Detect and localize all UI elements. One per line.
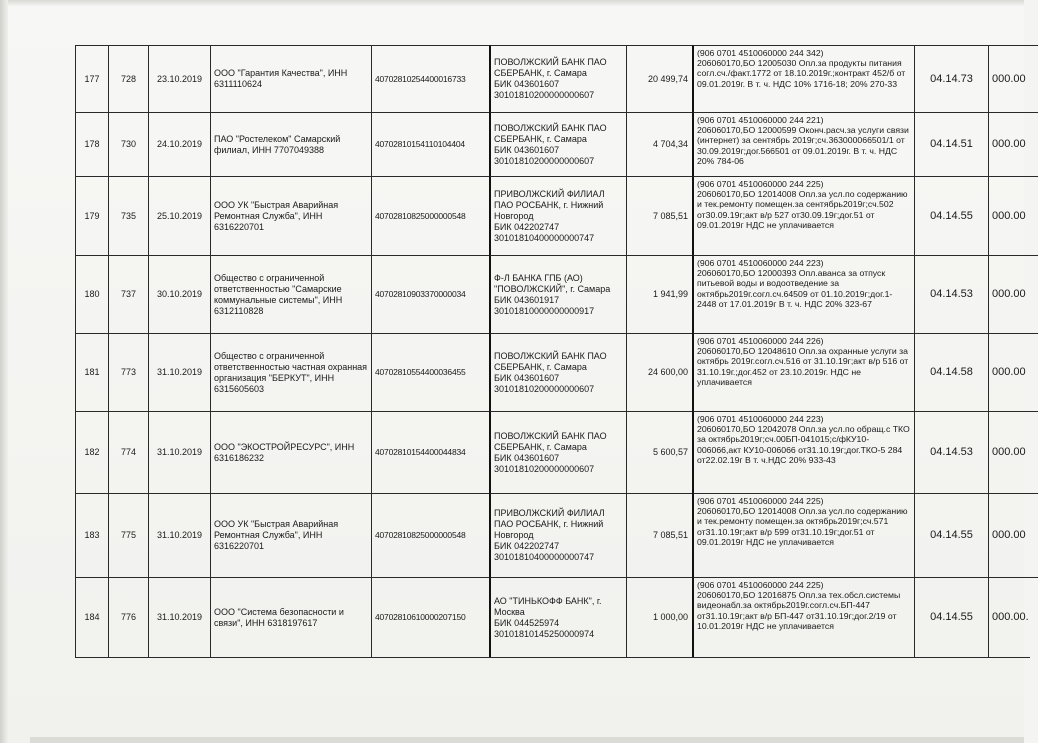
account-number: 40702810154110104404 [371, 112, 489, 176]
payee: ООО УК "Быстрая Аварийная Ремонтная Служба", ИНН 6316220701 [210, 176, 371, 255]
payments-table [75, 45, 1030, 639]
row-number: 178 [75, 112, 108, 176]
document-number: 728 [108, 45, 148, 112]
payee: Общество с ограниченной ответственностью частная охранная организация "БЕРКУТ", ИНН 6315605603 [210, 333, 371, 411]
payment-sum: 4 704,34 [626, 112, 692, 176]
scan-edge-bottom [30, 737, 1024, 743]
budget-code: 04.14.55 [914, 176, 988, 255]
budget-code: 04.14.55 [914, 493, 988, 577]
payment-purpose: (906 0701 4510060000 244 342) 206060170,БО 12005030 Опл.за продукты питания согл.сч./факт.1772 от 18.10.2019г.;контракт 452/б от 09.01.2019г. В т. ч. НДС 10% 1716-18; 20% 270-33 [692, 45, 914, 112]
trailing-value: 000.00 [988, 112, 1038, 176]
payment-sum: 24 600,00 [626, 333, 692, 411]
payment-sum: 5 600,57 [626, 411, 692, 493]
trailing-value: 000.00. [988, 577, 1038, 657]
trailing-value: 000.00 [988, 333, 1038, 411]
payment-date: 30.10.2019 [148, 255, 210, 333]
account-number: 40702810254400016733 [371, 45, 489, 112]
payee: ПАО "Ростелеком" Самарский филиал, ИНН 7707049388 [210, 112, 371, 176]
payee: ООО УК "Быстрая Аварийная Ремонтная Служба", ИНН 6316220701 [210, 493, 371, 577]
payment-purpose: (906 0701 4510060000 244 225) 206060170,БО 12014008 Опл.за усл.по содержанию и тек.ремонту помещен.за октябрь2019г;сч.571 от31.10.19г;акт в/р 599 от31.10.19г;дог.51 от 09.01.2019г НДС не уплачивается [692, 493, 914, 577]
payment-purpose: (906 0701 4510060000 244 223) 206060170,БО 12042078 Опл.за усл.по обращ.с ТКО за октябрь2019г;сч.00БП-041015;с/фКУ10-006066,акт КУ10-006066 от31.10.19г;дог.ТКО-5 284 от22.02.19г В т. ч.НДС 20% 933-43 [692, 411, 914, 493]
scan-edge-top [0, 0, 1024, 6]
table-row [75, 577, 1030, 657]
bank-details: АО "ТИНЬКОФФ БАНК", г. Москва БИК 044525974 30101810145250000974 [489, 577, 626, 657]
document-number: 773 [108, 333, 148, 411]
bank-details: ПОВОЛЖСКИЙ БАНК ПАО СБЕРБАНК, г. Самара БИК 043601607 30101810200000000607 [489, 411, 626, 493]
account-number: 40702810903370000034 [371, 255, 489, 333]
bank-details: ПОВОЛЖСКИЙ БАНК ПАО СБЕРБАНК, г. Самара БИК 043601607 30101810200000000607 [489, 333, 626, 411]
trailing-value: 000.00 [988, 411, 1038, 493]
bank-details: ПОВОЛЖСКИЙ БАНК ПАО СБЕРБАНК, г. Самара БИК 043601607 30101810200000000607 [489, 112, 626, 176]
document-number: 774 [108, 411, 148, 493]
payment-date: 31.10.2019 [148, 493, 210, 577]
scan-edge-left [0, 0, 8, 743]
payee: ООО "Система безопасности и связи", ИНН 6318197617 [210, 577, 371, 657]
row-number: 184 [75, 577, 108, 657]
row-number: 177 [75, 45, 108, 112]
budget-code: 04.14.73 [914, 45, 988, 112]
row-number: 182 [75, 411, 108, 493]
account-number: 40702810825000000548 [371, 493, 489, 577]
table-bottom-border [75, 657, 1030, 658]
trailing-value: 000.00 [988, 255, 1038, 333]
payee: ООО "ЭКОСТРОЙРЕСУРС", ИНН 6316186232 [210, 411, 371, 493]
payment-purpose: (906 0701 4510060000 244 223) 206060170,БО 12000393 Опл.аванса за отпуск питьевой воды и водоотведение за октябрь2019г.согл.сч.64509 от 01.10.2019г;дог.1-2448 от 17.01.2019г В т. ч. НДС 20% 323-67 [692, 255, 914, 333]
payment-date: 25.10.2019 [148, 176, 210, 255]
trailing-value: 000.00 [988, 45, 1038, 112]
table-row [75, 411, 1030, 493]
table-row [75, 493, 1030, 577]
row-number: 180 [75, 255, 108, 333]
document-number: 730 [108, 112, 148, 176]
bank-details: ПРИВОЛЖСКИЙ ФИЛИАЛ ПАО РОСБАНК, г. Нижний Новгород БИК 042202747 30101810400000000747 [489, 176, 626, 255]
row-number: 183 [75, 493, 108, 577]
payment-sum: 7 085,51 [626, 176, 692, 255]
payment-date: 31.10.2019 [148, 411, 210, 493]
payment-sum: 1 941,99 [626, 255, 692, 333]
payment-date: 31.10.2019 [148, 577, 210, 657]
table-row [75, 176, 1030, 255]
payment-purpose: (906 0701 4510060000 244 221) 206060170,БО 12000599 Оконч.расч.за услуги связи (интернет) за сентябрь 2019г;сч.363000066501/1 от 30.09.2019г;дог.566501 от 09.01.2019г. В т. ч. НДС 20% 784-06 [692, 112, 914, 176]
payment-date: 31.10.2019 [148, 333, 210, 411]
payee: ООО "Гарантия Качества", ИНН 6311110624 [210, 45, 371, 112]
payment-sum: 7 085,51 [626, 493, 692, 577]
trailing-value: 000.00 [988, 493, 1038, 577]
account-number: 40702810825000000548 [371, 176, 489, 255]
account-number: 40702810154400044834 [371, 411, 489, 493]
budget-code: 04.14.53 [914, 411, 988, 493]
trailing-value: 000.00 [988, 176, 1038, 255]
row-number: 181 [75, 333, 108, 411]
table-row [75, 333, 1030, 411]
document-number: 737 [108, 255, 148, 333]
bank-details: Ф-Л БАНКА ГПБ (АО) "ПОВОЛЖСКИЙ", г. Самара БИК 043601917 30101810000000000917 [489, 255, 626, 333]
payment-date: 23.10.2019 [148, 45, 210, 112]
document-number: 776 [108, 577, 148, 657]
payment-purpose: (906 0701 4510060000 244 226) 206060170,БО 12048610 Опл.за охранные услуги за октябрь 2019г.согл.сч.516 от 31.10.19г;акт в/р 516 от 31.10.19г.;дог.452 от 23.10.2019г. НДС не уплачивается [692, 333, 914, 411]
budget-code: 04.14.53 [914, 255, 988, 333]
payment-sum: 1 000,00 [626, 577, 692, 657]
payment-purpose: (906 0701 4510060000 244 225) 206060170,БО 12016875 Опл.за тех.обсл.системы видеонабл.за октябрь2019г.согл.сч.БП-447 от31.10.19г;акт в/р БП-447 от31.10.19г;дог.2/19 от 10.01.2019г НДС не уплачивается [692, 577, 914, 657]
payee: Общество с ограниченной ответственностью "Самарские коммунальные системы", ИНН 6312110828 [210, 255, 371, 333]
table-row [75, 45, 1030, 112]
bank-details: ПРИВОЛЖСКИЙ ФИЛИАЛ ПАО РОСБАНК, г. Нижний Новгород БИК 042202747 30101810400000000747 [489, 493, 626, 577]
payment-sum: 20 499,74 [626, 45, 692, 112]
budget-code: 04.14.55 [914, 577, 988, 657]
payment-purpose: (906 0701 4510060000 244 225) 206060170,БО 12014008 Опл.за усл.по содержанию и тек.ремонту помещен.за сентябрь2019г;сч.502 от30.09.19г;акт в/р 527 от30.09.19г;дог.51 от 09.01.2019г НДС не уплачивается [692, 176, 914, 255]
document-number: 735 [108, 176, 148, 255]
bank-details: ПОВОЛЖСКИЙ БАНК ПАО СБЕРБАНК, г. Самара БИК 043601607 30101810200000000607 [489, 45, 626, 112]
row-number: 179 [75, 176, 108, 255]
document-number: 775 [108, 493, 148, 577]
payment-date: 24.10.2019 [148, 112, 210, 176]
budget-code: 04.14.51 [914, 112, 988, 176]
account-number: 40702810554400036455 [371, 333, 489, 411]
account-number: 40702810610000207150 [371, 577, 489, 657]
budget-code: 04.14.58 [914, 333, 988, 411]
table-row [75, 112, 1030, 176]
table-row [75, 255, 1030, 333]
